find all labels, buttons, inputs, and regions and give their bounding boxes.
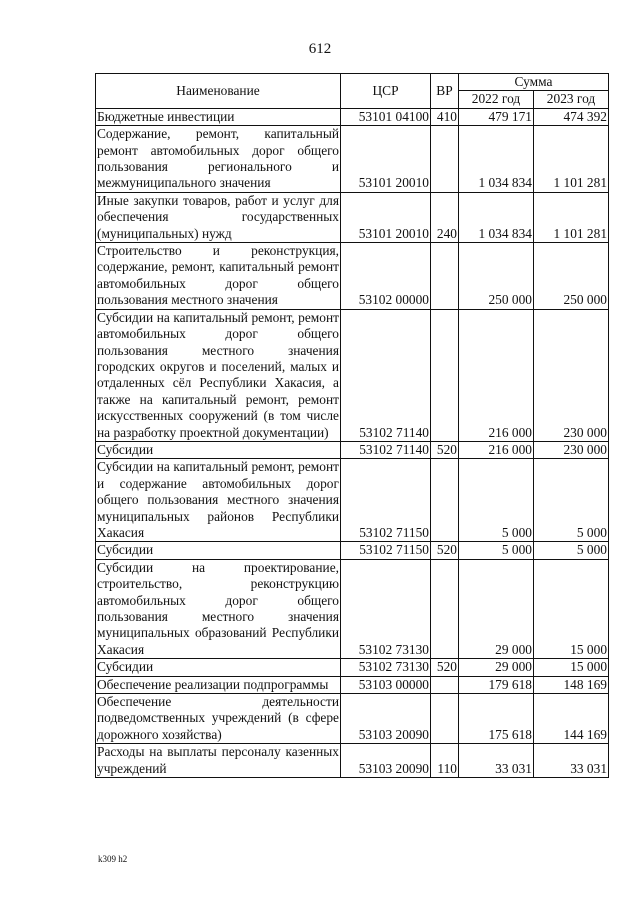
row-sum-2023: 5 000 bbox=[534, 459, 609, 542]
row-name: Расходы на выплаты персоналу казенных учреждений bbox=[97, 744, 339, 776]
row-vr bbox=[431, 694, 459, 744]
row-vr: 110 bbox=[431, 744, 459, 778]
row-name: Бюджетные инвестиции bbox=[96, 108, 341, 125]
row-csr: 53102 71140 bbox=[341, 441, 431, 458]
row-name: Обеспечение реализации подпрограммы bbox=[96, 676, 341, 693]
row-name: Субсидии на капитальный ремонт, ремонт автомобильных дорог общего пользования местного значения городских округов и поселений, малых и отдаленных сёл Республики Хакасия, а также на капитальный ремонт, ремонт искусственных сооружений (в том числе на разработку проектной документации) bbox=[97, 309, 339, 440]
row-name: Субсидии bbox=[96, 542, 341, 559]
row-sum-2022: 175 618 bbox=[459, 694, 534, 744]
row-csr: 53102 71150 bbox=[341, 542, 431, 559]
table-row bbox=[96, 694, 609, 744]
row-sum-2022: 5 000 bbox=[459, 542, 534, 559]
row-csr: 53103 20090 bbox=[341, 744, 431, 778]
row-name: Обеспечение деятельности подведомственных учреждений (в сфере дорожного хозяйства) bbox=[97, 694, 339, 742]
row-vr: 520 bbox=[431, 542, 459, 559]
row-sum-2023: 148 169 bbox=[534, 676, 609, 693]
row-csr: 53102 00000 bbox=[341, 243, 431, 310]
row-sum-2022: 1 034 834 bbox=[459, 126, 534, 193]
header-csr: ЦСР bbox=[341, 74, 431, 109]
row-vr: 520 bbox=[431, 659, 459, 676]
row-name: Иные закупки товаров, работ и услуг для обеспечения государственных (муниципальных) нужд bbox=[97, 192, 339, 241]
table-row bbox=[96, 744, 609, 778]
row-sum-2023: 5 000 bbox=[534, 542, 609, 559]
row-csr: 53101 04100 bbox=[341, 108, 431, 125]
row-vr bbox=[431, 309, 459, 441]
table-row bbox=[96, 459, 609, 542]
row-name: Субсидии bbox=[96, 441, 341, 458]
table-row bbox=[96, 441, 609, 458]
row-name: Субсидии на капитальный ремонт, ремонт и содержание автомобильных дорог общего пользования местного значения муниципальных районов Республики Хакасия bbox=[97, 459, 339, 540]
row-name: Строительство и реконструкция, содержание, ремонт, капитальный ремонт автомобильных дорог общего пользования местного значения bbox=[97, 243, 339, 308]
table-row bbox=[96, 542, 609, 559]
row-name: Содержание, ремонт, капитальный ремонт автомобильных дорог общего пользования регионального и межмуниципального значения bbox=[97, 126, 339, 191]
row-vr: 410 bbox=[431, 108, 459, 125]
row-sum-2023: 33 031 bbox=[534, 744, 609, 778]
table-row bbox=[96, 243, 609, 310]
header-name: Наименование bbox=[96, 74, 341, 109]
table-row bbox=[96, 676, 609, 693]
row-sum-2022: 5 000 bbox=[459, 459, 534, 542]
table-row bbox=[96, 126, 609, 193]
row-sum-2023: 230 000 bbox=[534, 309, 609, 441]
row-sum-2023: 1 101 281 bbox=[534, 126, 609, 193]
row-sum-2022: 29 000 bbox=[459, 659, 534, 676]
row-csr: 53102 71150 bbox=[341, 459, 431, 542]
row-csr: 53103 20090 bbox=[341, 694, 431, 744]
row-sum-2022: 29 000 bbox=[459, 559, 534, 658]
row-name: Субсидии на проектирование, строительство, реконструкцию автомобильных дорог общего пользования местного значения муниципальных образований Республики Хакасия bbox=[97, 559, 339, 657]
row-sum-2023: 1 101 281 bbox=[534, 192, 609, 242]
table-row bbox=[96, 192, 609, 242]
row-sum-2023: 250 000 bbox=[534, 243, 609, 310]
header-row bbox=[96, 74, 609, 91]
row-vr: 520 bbox=[431, 441, 459, 458]
row-sum-2022: 216 000 bbox=[459, 309, 534, 441]
table-row bbox=[96, 659, 609, 676]
table-body bbox=[96, 108, 609, 777]
row-name: Субсидии bbox=[96, 659, 341, 676]
row-csr: 53101 20010 bbox=[341, 126, 431, 193]
row-vr: 240 bbox=[431, 192, 459, 242]
header-year-2022: 2022 год bbox=[459, 91, 534, 108]
row-sum-2022: 1 034 834 bbox=[459, 192, 534, 242]
row-vr bbox=[431, 243, 459, 310]
header-year-2023: 2023 год bbox=[534, 91, 609, 108]
row-vr bbox=[431, 126, 459, 193]
row-csr: 53103 00000 bbox=[341, 676, 431, 693]
row-csr: 53102 71140 bbox=[341, 309, 431, 441]
row-sum-2023: 230 000 bbox=[534, 441, 609, 458]
row-vr bbox=[431, 459, 459, 542]
row-vr bbox=[431, 676, 459, 693]
header-vr: ВР bbox=[431, 74, 459, 109]
row-sum-2023: 15 000 bbox=[534, 659, 609, 676]
table-row bbox=[96, 108, 609, 125]
row-sum-2022: 216 000 bbox=[459, 441, 534, 458]
budget-table bbox=[95, 73, 609, 778]
row-csr: 53102 73130 bbox=[341, 559, 431, 658]
row-csr: 53101 20010 bbox=[341, 192, 431, 242]
row-sum-2022: 250 000 bbox=[459, 243, 534, 310]
row-sum-2023: 144 169 bbox=[534, 694, 609, 744]
header-sum: Сумма bbox=[459, 74, 609, 91]
table-row bbox=[96, 309, 609, 441]
table-row bbox=[96, 559, 609, 658]
row-sum-2022: 479 171 bbox=[459, 108, 534, 125]
row-csr: 53102 73130 bbox=[341, 659, 431, 676]
footer-code: k309 h2 bbox=[98, 854, 128, 864]
row-sum-2023: 15 000 bbox=[534, 559, 609, 658]
page-number: 612 bbox=[308, 41, 332, 57]
row-vr bbox=[431, 559, 459, 658]
row-sum-2022: 179 618 bbox=[459, 676, 534, 693]
row-sum-2023: 474 392 bbox=[534, 108, 609, 125]
row-sum-2022: 33 031 bbox=[459, 744, 534, 778]
